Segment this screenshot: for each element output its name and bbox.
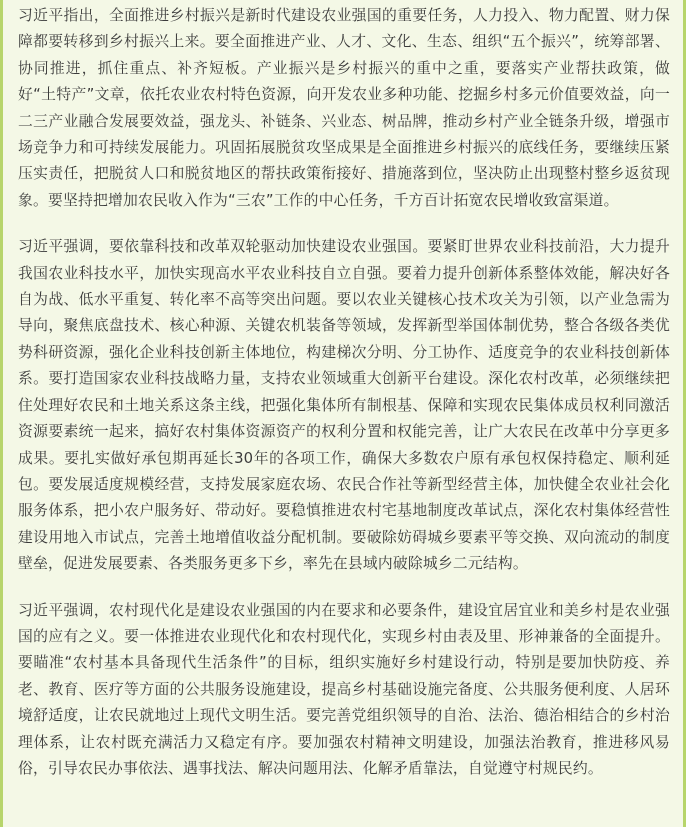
article-paragraph-1: 习近平指出，全面推进乡村振兴是新时代建设农业强国的重要任务，人力投入、物力配置、财力保障都要转移到乡村振兴上来。要全面推进产业、人才、文化、生态、组织“五个振兴”，统筹部署、协同推进，抓住重点、补齐短板。产业振兴是乡村振兴的重中之重，要落实产业帮扶政策，做好“土特产”文章，依托农业农村特色资源，向开发农业多种功能、挖掘乡村多元价值要效益，向一二三产业融合发展要效益，强龙头、补链条、兴业态、树品牌，推动乡村产业全链条升级，增强市场竞争力和可持续发展能力。巩固拓展脱贫攻坚成果是全面推进乡村振兴的底线任务，要继续压紧压实责任，把脱贫人口和脱贫地区的帮扶政策衔接好、措施落到位，坚决防止出现整村整乡返贫现象。要坚持把增加农民收入作为“三农”工作的中心任务，千方百计拓宽农民增收致富渠道。 xyxy=(18,7,670,209)
article-paragraph-2: 习近平强调，要依靠科技和改革双轮驱动加快建设农业强国。要紧盯世界农业科技前沿，大力提升我国农业科技水平，加快实现高水平农业科技自立自强。要着力提升创新体系整体效能，解决好各自为战、低水平重复、转化率不高等突出问题。要以农业关键核心技术攻关为引领，以产业急需为导向，聚焦底盘技术、核心种源、关键农机装备等领域，发挥新型举国体制优势，整合各级各类优势科研资源，强化企业科技创新主体地位，构建梯次分明、分工协作、适度竞争的农业科技创新体系。要打造国家农业科技战略力量，支持农业领域重大创新平台建设。深化农村改革，必须继续把住处理好农民和土地关系这条主线，把强化集体所有制根基、保障和实现农民集体成员权利同激活资源要素统一起来，搞好农村集体资源资产的权利分置和权能完善，让广大农民在改革中分享更多成果。要扎实做好承包期再延长30年的各项工作，确保大多数农户原有承包权保持稳定、顺利延包。要发展适度规模经营，支持发展家庭农场、农民合作社等新型经营主体，加快健全农业社会化服务体系，把小农户服务好、带动好。要稳慎推进农村宅基地制度改革试点，深化农村集体经营性建设用地入市试点，完善土地增值收益分配机制。要破除妨碍城乡要素平等交换、双向流动的制度壁垒，促进发展要素、各类服务更多下乡，率先在县域内破除城乡二元结构。 xyxy=(18,238,670,573)
left-border-decoration xyxy=(0,0,3,827)
article-body xyxy=(18,3,670,802)
article-paragraph-3: 习近平强调，农村现代化是建设农业强国的内在要求和必要条件，建设宜居宜业和美乡村是农业强国的应有之义。要一体推进农业现代化和农村现代化，实现乡村由表及里、形神兼备的全面提升。要瞄准“农村基本具备现代生活条件”的目标，组织实施好乡村建设行动，特别是要加快防疫、养老、教育、医疗等方面的公共服务设施建设，提高乡村基础设施完备度、公共服务便利度、人居环境舒适度，让农民就地过上现代文明生活。要完善党组织领导的自治、法治、德治相结合的乡村治理体系，让农村既充满活力又稳定有序。要加强农村精神文明建设，加强法治教育，推进移风易俗，引导农民办事依法、遇事找法、解决问题用法、化解矛盾靠法，自觉遵守村规民约。 xyxy=(18,601,670,777)
